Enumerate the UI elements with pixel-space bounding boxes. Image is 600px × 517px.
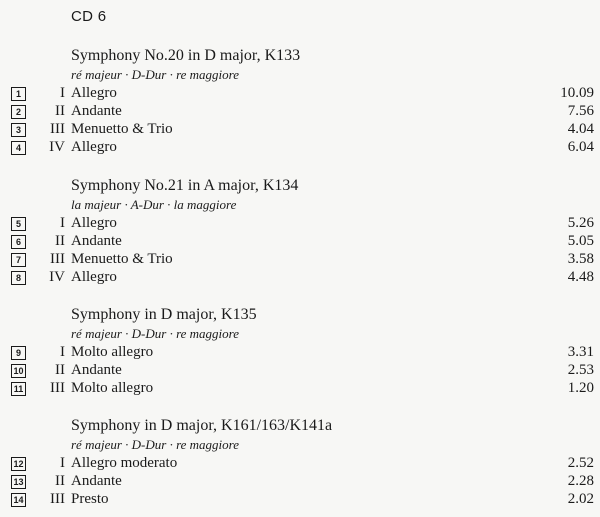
movement-title: Presto — [71, 491, 109, 507]
movement-title: Menuetto & Trio — [71, 251, 173, 267]
track-duration: 5.26 — [567, 215, 594, 231]
work-title: Symphony in D major, K161/163/K141a — [71, 417, 333, 434]
track-row — [0, 139, 600, 157]
track-number-box: 11 — [11, 382, 26, 396]
track-duration: 10.09 — [560, 85, 594, 101]
track-number-box: 7 — [11, 253, 26, 267]
track-number-box: 1 — [11, 87, 26, 101]
movement-title: Menuetto & Trio — [71, 121, 173, 137]
track-duration: 2.28 — [567, 473, 594, 489]
track-list — [0, 215, 600, 287]
work-title: Symphony No.21 in A major, K134 — [71, 177, 299, 194]
work-subtitle: ré majeur · D-Dur · re maggiore — [71, 326, 240, 341]
movement-numeral: III — [50, 251, 65, 267]
track-row — [0, 121, 600, 139]
track-duration: 2.02 — [567, 491, 594, 507]
movement-numeral: IV — [49, 269, 65, 285]
track-number-box: 4 — [11, 141, 26, 155]
track-duration: 6.04 — [567, 139, 594, 155]
track-duration: 3.58 — [567, 251, 594, 267]
work-subtitle: ré majeur · D-Dur · re maggiore — [71, 437, 240, 452]
track-row — [0, 380, 600, 398]
track-row — [0, 85, 600, 103]
movement-title: Allegro moderato — [71, 455, 178, 471]
movement-title: Andante — [71, 233, 122, 249]
track-row — [0, 251, 600, 269]
movement-numeral: II — [55, 362, 65, 378]
track-number-box: 10 — [11, 364, 26, 378]
movement-numeral: I — [60, 344, 65, 360]
work-title: Symphony No.20 in D major, K133 — [71, 47, 301, 64]
track-row — [0, 233, 600, 251]
movement-numeral: III — [50, 491, 65, 507]
track-duration: 4.48 — [567, 269, 594, 285]
track-duration: 1.20 — [567, 380, 594, 396]
track-row — [0, 103, 600, 121]
track-number-box: 3 — [11, 123, 26, 137]
work-subtitle: ré majeur · D-Dur · re maggiore — [71, 67, 240, 82]
cd-label: CD 6 — [71, 8, 107, 25]
movement-title: Molto allegro — [71, 344, 154, 360]
movement-numeral: II — [55, 233, 65, 249]
movement-title: Andante — [71, 103, 122, 119]
movement-numeral: II — [55, 103, 65, 119]
track-number-box: 13 — [11, 475, 26, 489]
track-row — [0, 491, 600, 509]
movement-title: Molto allegro — [71, 380, 154, 396]
movement-numeral: II — [55, 473, 65, 489]
track-row — [0, 473, 600, 491]
track-number-box: 14 — [11, 493, 26, 507]
track-row — [0, 344, 600, 362]
movement-title: Andante — [71, 473, 122, 489]
track-duration: 3.31 — [567, 344, 594, 360]
work-subtitle: la majeur · A-Dur · la maggiore — [71, 197, 237, 212]
movement-numeral: I — [60, 455, 65, 471]
track-row — [0, 215, 600, 233]
movement-numeral: III — [50, 121, 65, 137]
track-number-box: 8 — [11, 271, 26, 285]
movement-title: Allegro — [71, 269, 117, 285]
track-duration: 5.05 — [567, 233, 594, 249]
track-list — [0, 455, 600, 509]
movement-numeral: IV — [49, 139, 65, 155]
track-list — [0, 85, 600, 157]
movement-numeral: I — [60, 85, 65, 101]
movement-numeral: III — [50, 380, 65, 396]
track-duration: 2.52 — [567, 455, 594, 471]
track-number-box: 9 — [11, 346, 26, 360]
track-row — [0, 269, 600, 287]
work-title: Symphony in D major, K135 — [71, 306, 257, 323]
track-row — [0, 362, 600, 380]
track-number-box: 2 — [11, 105, 26, 119]
movement-title: Allegro — [71, 139, 117, 155]
track-number-box: 12 — [11, 457, 26, 471]
movement-title: Allegro — [71, 85, 117, 101]
movement-title: Andante — [71, 362, 122, 378]
track-duration: 2.53 — [567, 362, 594, 378]
movement-title: Allegro — [71, 215, 117, 231]
track-number-box: 6 — [11, 235, 26, 249]
track-number-box: 5 — [11, 217, 26, 231]
track-list — [0, 344, 600, 398]
track-row — [0, 455, 600, 473]
track-duration: 4.04 — [567, 121, 594, 137]
track-duration: 7.56 — [567, 103, 594, 119]
movement-numeral: I — [60, 215, 65, 231]
